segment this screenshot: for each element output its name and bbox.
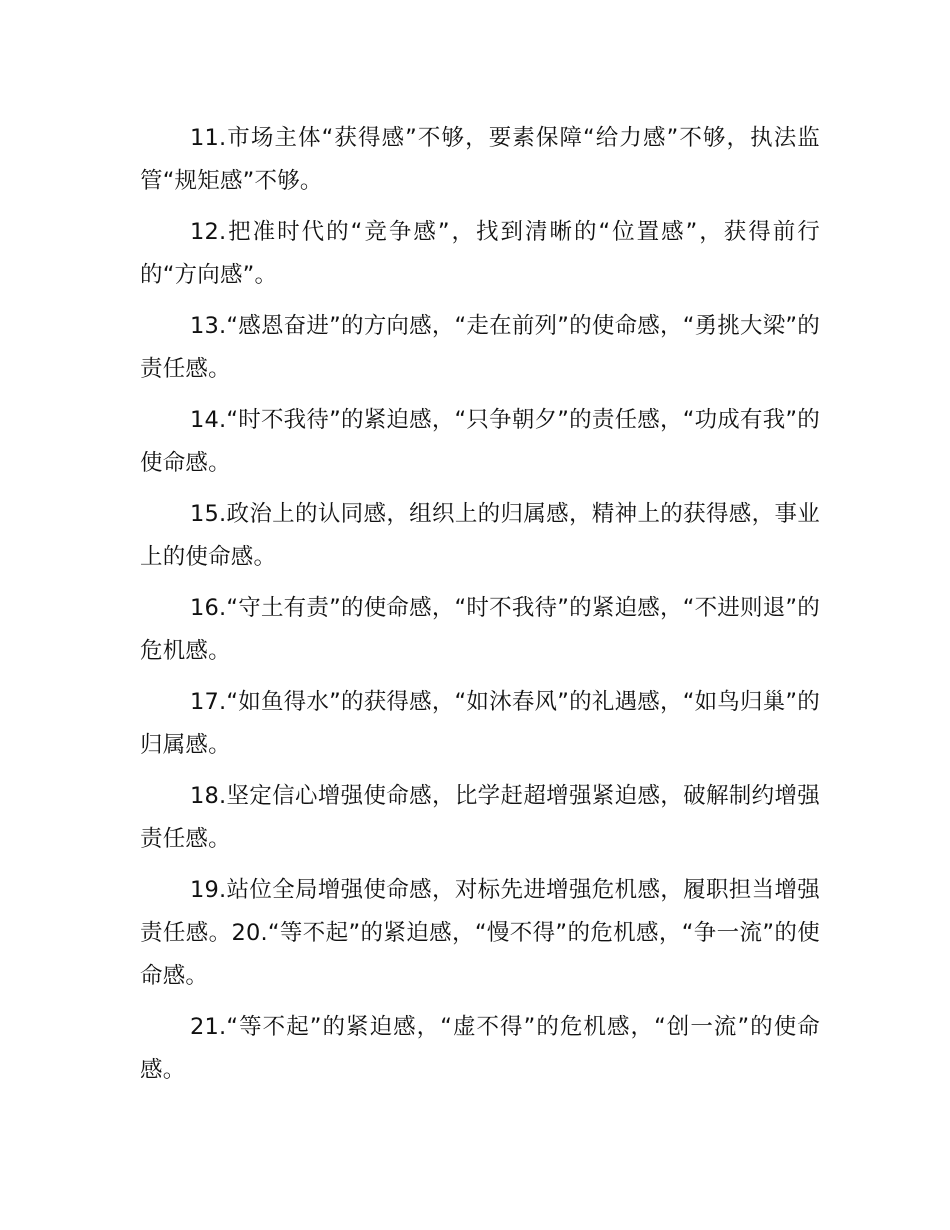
paragraph-16: 16.“守土有责”的使命感，“时不我待”的紧迫感，“不进则退”的危机感。 (140, 595, 820, 664)
paragraph-12: 12.把准时代的“竞争感”，找到清晰的“位置感”，获得前行的“方向感”。 (140, 219, 820, 288)
document-body (140, 117, 820, 1100)
paragraph-15: 15.政治上的认同感，组织上的归属感，精神上的获得感，事业上的使命感。 (140, 501, 820, 570)
paragraph-21: 21.“等不起”的紧迫感，“虚不得”的危机感，“创一流”的使命感。 (140, 1014, 820, 1083)
paragraph-13: 13.“感恩奋进”的方向感，“走在前列”的使命感，“勇挑大梁”的责任感。 (140, 313, 820, 382)
paragraph-17: 17.“如鱼得水”的获得感，“如沐春风”的礼遇感，“如鸟归巢”的归属感。 (140, 689, 820, 758)
paragraph-14: 14.“时不我待”的紧迫感，“只争朝夕”的责任感，“功成有我”的使命感。 (140, 407, 820, 476)
paragraph-11: 11.市场主体“获得感”不够，要素保障“给力感”不够，执法监管“规矩感”不够。 (140, 125, 820, 194)
paragraph-19-20: 19.站位全局增强使命感，对标先进增强危机感，履职担当增强责任感。20.“等不起”的紧迫感，“慢不得”的危机感，“争一流”的使命感。 (140, 877, 820, 989)
paragraph-18: 18.坚定信心增强使命感，比学赶超增强紧迫感，破解制约增强责任感。 (140, 783, 820, 852)
